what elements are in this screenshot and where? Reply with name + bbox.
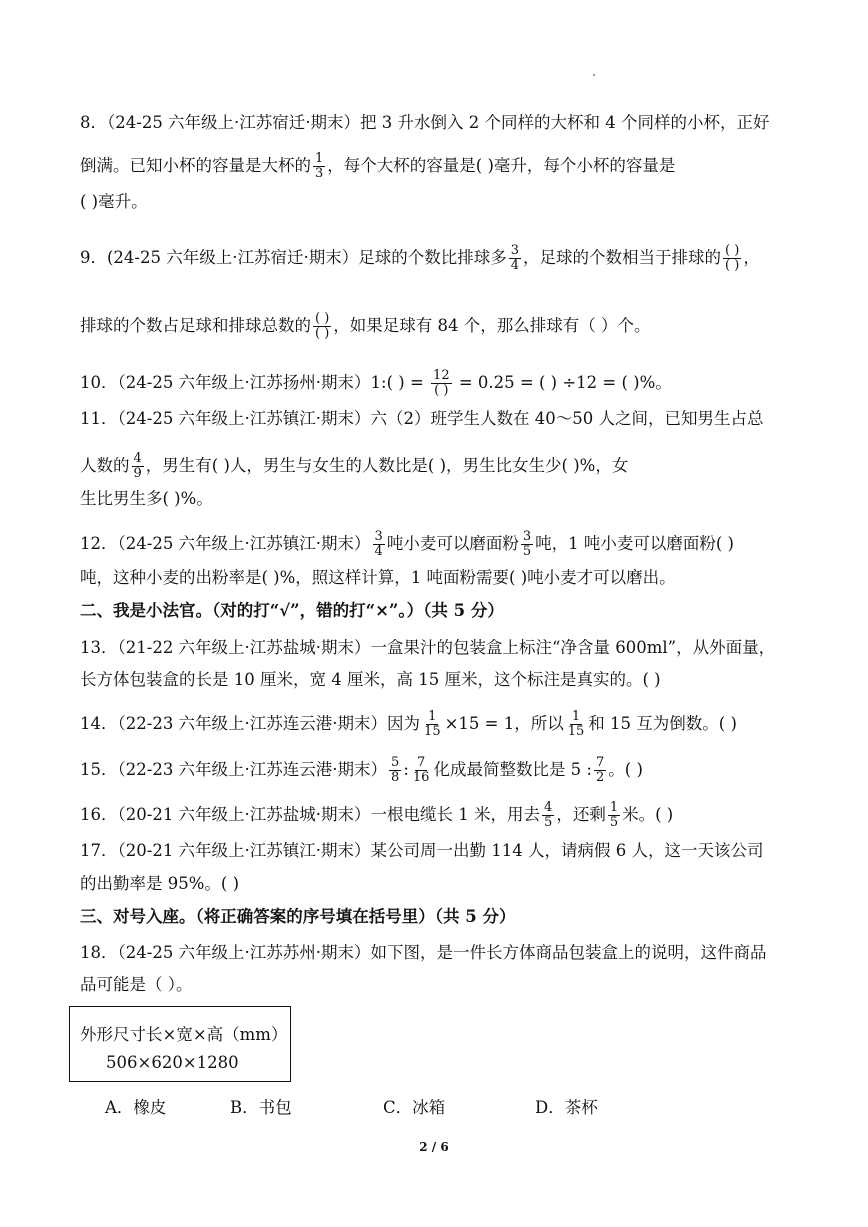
q17-line2: 的出勤率是 95%。( ) — [80, 874, 240, 893]
option-b: B．书包 — [230, 1098, 292, 1117]
package-label-title: 外形尺寸长×宽×高（mm） — [80, 1025, 288, 1044]
q9-fraction-3: $\frac{( )}{( )}$ — [315, 311, 330, 341]
q14-fraction-2: $\frac{1}{15}$ — [567, 709, 585, 739]
q11-line2: 人数的 $\frac{4}{9}$ ，男生有( )人，男生与女生的人数比是( )，男生比女生少( )%，女 — [80, 451, 629, 481]
q13-line2: 长方体包装盒的长是 10 厘米，宽 4 厘米，高 15 厘米，这个标注是真实的。( ) — [80, 670, 661, 689]
q9-line1: 9．(24-25 六年级上·江苏宿迁·期末）足球的个数比排球多 $\frac{3}{4}$ ，足球的个数相当于排球的 $\frac{( )}{( )}$ ， — [80, 243, 760, 273]
option-d: D．茶杯 — [535, 1098, 598, 1117]
q15-line: 15．（22-23 六年级上·江苏连云港·期末） $\frac{5}{8}$ : $\frac{7}{16}$ 化成最简整数比是 5 : $\frac{7}{2}$ 。( ) — [80, 755, 643, 785]
q12-fraction-2: $\frac{3}{5}$ — [522, 529, 532, 559]
q10-fraction: $\frac{12}{( )}$ — [433, 368, 450, 398]
package-label-box — [69, 1006, 291, 1082]
q16-fraction-2: $\frac{1}{5}$ — [609, 800, 619, 830]
section-3-heading: 三、对号入座。（将正确答案的序号填在括号里）（共 5 分） — [80, 907, 516, 926]
section-2-heading: 二、我是小法官。（对的打“√”，错的打“×”。）（共 5 分） — [80, 601, 504, 620]
q12-line1: 12．（24-25 六年级上·江苏镇江·期末） $\frac{3}{4}$ 吨小麦可以磨面粉 $\frac{3}{5}$ 吨，1 吨小麦可以磨面粉( ) — [80, 529, 734, 559]
q11-line1: 11．（24-25 六年级上·江苏镇江·期末）六（2）班学生人数在 40～50 人之间，已知男生占总 — [80, 409, 764, 428]
page-number: 2 / 6 — [419, 1140, 449, 1154]
q18-line2: 品可能是（ ）。 — [80, 975, 193, 994]
q13-line1: 13．（21-22 六年级上·江苏盐城·期末）一盒果汁的包装盒上标注“净含量 600ml”，从外面量， — [80, 638, 776, 657]
q11-line3: 生比男生多( )%。 — [80, 489, 213, 508]
package-label-dimensions: 506×620×1280 — [106, 1053, 239, 1072]
q8-line3: ( )毫升。 — [80, 192, 148, 211]
q12-line2: 吨，这种小麦的出粉率是( )%，照这样计算，1 吨面粉需要( )吨小麦才可以磨出。 — [80, 568, 676, 587]
q15-fraction-2: $\frac{7}{16}$ — [412, 755, 430, 785]
q16-fraction-1: $\frac{4}{5}$ — [544, 800, 553, 830]
q14-fraction-1: $\frac{1}{15}$ — [424, 709, 441, 739]
scan-dot — [593, 74, 595, 76]
q12-fraction-1: $\frac{3}{4}$ — [374, 529, 383, 559]
q16-line: 16．（20-21 六年级上·江苏盐城·期末）一根电缆长 1 米，用去 $\frac{4}{5}$ ，还剩 $\frac{1}{5}$ 米。( ) — [80, 800, 674, 830]
q15-fraction-1: $\frac{5}{8}$ — [391, 755, 400, 785]
q14-line: 14．（22-23 六年级上·江苏连云港·期末）因为 $\frac{1}{15}$ ×15 = 1，所以 $\frac{1}{15}$ 和 15 互为倒数。( ) — [80, 709, 737, 739]
q9-line2: 排球的个数占足球和排球总数的 $\frac{( )}{( )}$ ，如果足球有 84 个，那么排球有（ ）个。 — [80, 311, 651, 341]
q15-fraction-3: $\frac{7}{2}$ — [595, 755, 605, 785]
option-c: C．冰箱 — [383, 1098, 446, 1117]
q17-line1: 17．（20-21 六年级上·江苏镇江·期末）某公司周一出勤 114 人，请病假 6 人，这一天该公司 — [80, 841, 764, 860]
q10-line: 10．（24-25 六年级上·江苏扬州·期末）1:( ) = $\frac{12}{( )}$ = 0.25 = ( ) ÷12 = ( )%。 — [80, 368, 672, 398]
q8-line2: 倒满。已知小杯的容量是大杯的 $\frac{1}{3}$ ，每个大杯的容量是( )毫升，每个小杯的容量是 — [80, 151, 676, 181]
option-a: A．橡皮 — [105, 1098, 167, 1117]
q9-fraction-2: $\frac{( )}{( )}$ — [725, 243, 740, 273]
q11-fraction: $\frac{4}{9}$ — [133, 451, 142, 481]
q18-line1: 18．（24-25 六年级上·江苏苏州·期末）如下图，是一件长方体商品包装盒上的说明，这件商品 — [80, 943, 767, 962]
q8-fraction: $\frac{1}{3}$ — [315, 151, 324, 181]
q8-line1: 8．（24-25 六年级上·江苏宿迁·期末）把 3 升水倒入 2 个同样的大杯和 4 个同样的小杯，正好 — [80, 113, 770, 132]
q9-fraction-1: $\frac{3}{4}$ — [510, 243, 520, 273]
